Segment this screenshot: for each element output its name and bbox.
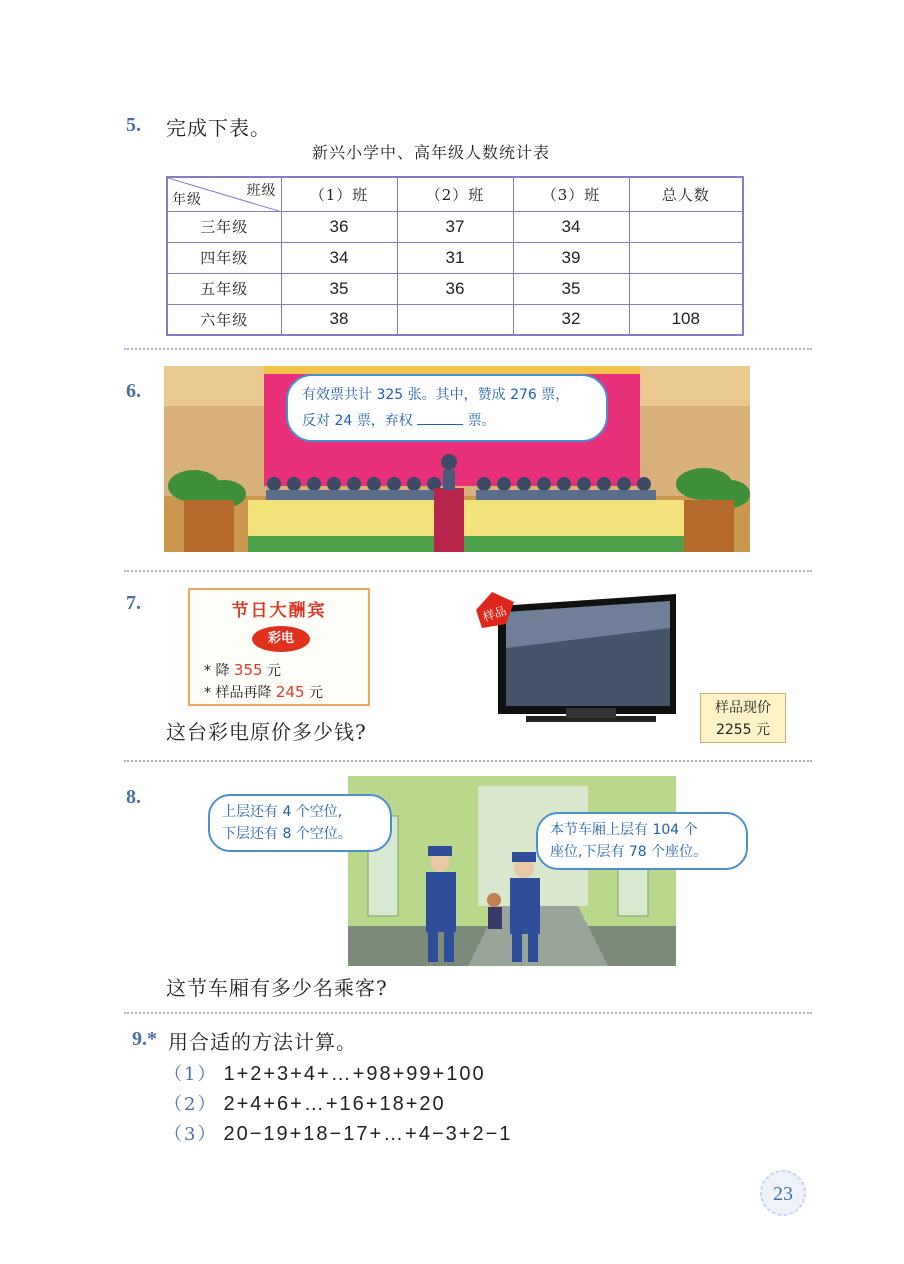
table-row (167, 242, 743, 273)
table-cell: 38 (281, 304, 397, 335)
page-number: 23 (773, 1183, 793, 1205)
tv-illustration (466, 588, 696, 738)
table-cell-blank[interactable] (629, 273, 743, 304)
bubble-text: 票。 (467, 413, 496, 429)
table-cell: 31 (397, 242, 513, 273)
column-header: （1）班 (281, 177, 397, 211)
discount-amount: 245 (275, 683, 305, 701)
table-title: 新兴小学中、高年级人数统计表 (312, 143, 551, 162)
table-corner-cell (167, 177, 281, 211)
question-7-text: 这台彩电原价多少钱? (166, 720, 367, 744)
table-cell-blank[interactable] (629, 242, 743, 273)
bubble-line: 上层还有 4 个空位, (222, 804, 343, 820)
sale-poster (188, 588, 370, 706)
discount-line-1 (204, 660, 281, 680)
table-cell: 36 (397, 273, 513, 304)
poster-badge: 彩电 (252, 626, 310, 652)
row-header: 六年级 (167, 304, 281, 335)
table-cell: 35 (513, 273, 629, 304)
bubble-line: 座位,下层有 78 个座位。 (550, 844, 708, 860)
discount-unit: 元 (309, 685, 323, 701)
price-tag-value: 2255 元 (715, 722, 771, 738)
table-cell: 35 (281, 273, 397, 304)
table-cell-blank[interactable] (397, 304, 513, 335)
sample-badge-text: 样品 (481, 603, 509, 625)
bubble-line: 下层还有 8 个空位。 (222, 826, 352, 842)
section-divider (124, 1012, 812, 1014)
table-cell: 32 (513, 304, 629, 335)
discount-unit: 元 (267, 663, 281, 679)
table-cell: 39 (513, 242, 629, 273)
meeting-illustration (164, 366, 750, 552)
table-row (167, 273, 743, 304)
question-5-prompt: 完成下表。 (166, 116, 271, 140)
table-cell: 108 (629, 304, 743, 335)
calc-expression: 1+2+3+4+…+98+99+100 (223, 1063, 486, 1085)
question-6-number: 6. (126, 380, 141, 402)
table-cell: 36 (281, 211, 397, 242)
calc-index: （2） (164, 1094, 218, 1115)
row-header: 三年级 (167, 211, 281, 242)
row-header: 五年级 (167, 273, 281, 304)
table-cell-blank[interactable] (629, 211, 743, 242)
calc-item (164, 1060, 486, 1086)
table-row (167, 211, 743, 242)
question-9-number: 9.* (132, 1028, 157, 1050)
question-8-number: 8. (126, 786, 141, 808)
calc-item (164, 1120, 512, 1146)
question-8-text: 这节车厢有多少名乘客? (166, 976, 388, 1000)
bubble-text: 反对 24 票，弃权 (302, 413, 413, 429)
page-number-badge (758, 1168, 808, 1218)
speech-bubble-left (208, 794, 392, 852)
statistics-table (166, 176, 744, 336)
train-illustration (348, 776, 676, 966)
table-row (167, 304, 743, 335)
discount-text: * 样品再降 (204, 685, 272, 701)
discount-text: * 降 (204, 663, 230, 679)
train-carriage-scene (348, 776, 676, 966)
row-header: 四年级 (167, 242, 281, 273)
column-header: （2）班 (397, 177, 513, 211)
column-header: 总人数 (629, 177, 743, 211)
price-tag (700, 693, 786, 743)
bubble-line (302, 408, 592, 434)
bubble-line: 有效票共计 325 张。其中，赞成 276 票， (302, 387, 570, 403)
calc-expression: 20−19+18−17+…+4−3+2−1 (223, 1123, 513, 1145)
question-7-number: 7. (126, 592, 141, 614)
answer-blank[interactable] (417, 411, 463, 425)
table-cell: 37 (397, 211, 513, 242)
section-divider (124, 348, 812, 350)
discount-amount: 355 (233, 661, 263, 679)
discount-line-2 (204, 682, 323, 702)
table-header-row (167, 177, 743, 211)
corner-label-class: 班级 (246, 183, 277, 199)
speech-bubble (286, 374, 608, 442)
corner-label-grade: 年级 (172, 191, 202, 208)
calc-index: （3） (164, 1124, 218, 1145)
price-tag-label: 样品现价 (715, 700, 771, 716)
column-header: （3）班 (513, 177, 629, 211)
section-divider (124, 760, 812, 762)
section-divider (124, 570, 812, 572)
speech-bubble-right (536, 812, 748, 870)
calc-index: （1） (164, 1064, 218, 1085)
poster-title: 节日大酬宾 (231, 601, 327, 621)
question-9-prompt: 用合适的方法计算。 (168, 1030, 357, 1054)
calc-expression: 2+4+6+…+16+18+20 (223, 1093, 446, 1115)
bubble-line: 本节车厢上层有 104 个 (550, 822, 698, 838)
calc-item (164, 1090, 446, 1116)
table-cell: 34 (513, 211, 629, 242)
table-cell: 34 (281, 242, 397, 273)
question-5-number: 5. (126, 114, 141, 136)
